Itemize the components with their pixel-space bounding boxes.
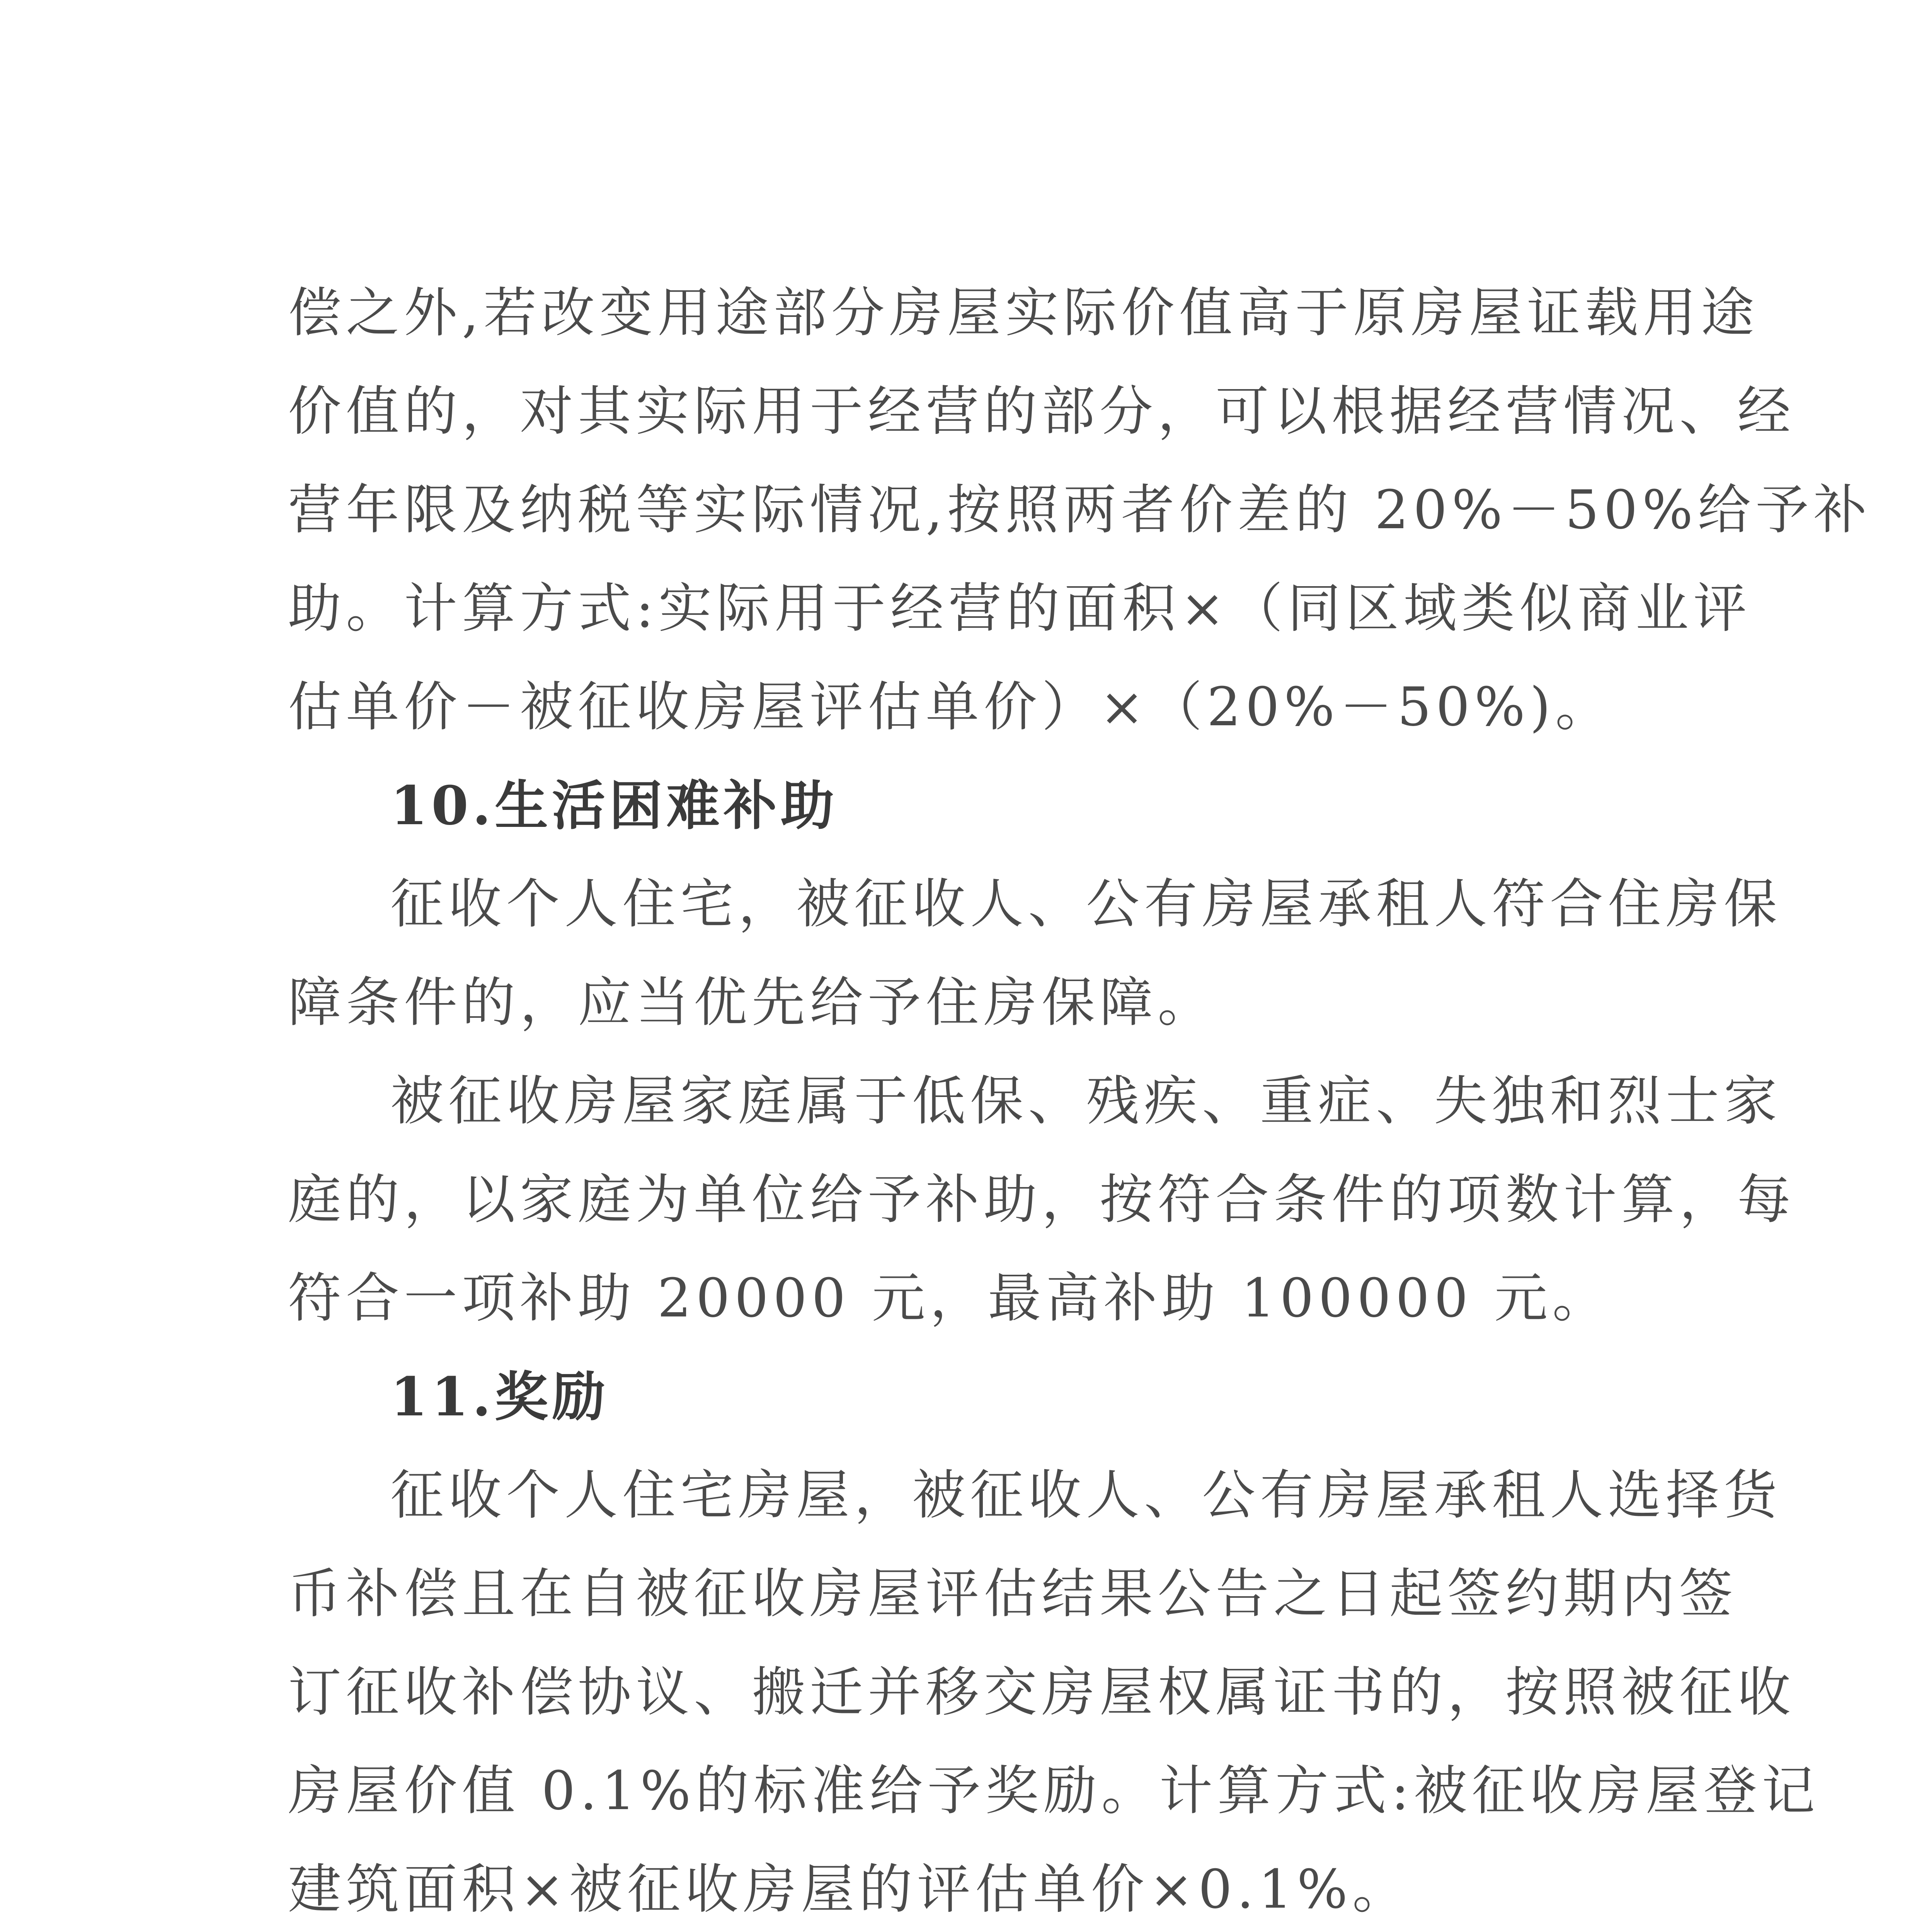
- text-line: 偿之外,若改变用途部分房屋实际价值高于原房屋证载用途: [288, 282, 1759, 344]
- paragraph-first-line: 征收个人住宅，被征收人、公有房屋承租人符合住房保: [390, 873, 1782, 935]
- text-line: 建筑面积×被征收房屋的评估单价×0.1%。: [288, 1858, 1410, 1920]
- paragraph-first-line: 被征收房屋家庭属于低保、残疾、重症、失独和烈士家: [390, 1070, 1782, 1132]
- text-line: 障条件的，应当优先给予住房保障。: [288, 971, 1216, 1034]
- section-heading-11: 11.奖励: [390, 1365, 609, 1428]
- text-line: 币补偿且在自被征收房屋评估结果公告之日起签约期内签: [288, 1563, 1738, 1625]
- paragraph-first-line: 征收个人住宅房屋，被征收人、公有房屋承租人选择货: [390, 1464, 1782, 1526]
- text-line: 符合一项补助 20000 元，最高补助 100000 元。: [288, 1267, 1611, 1329]
- text-line: 助。计算方式:实际用于经营的面积×（同区域类似商业评: [288, 577, 1752, 639]
- text-line: 庭的，以家庭为单位给予补助，按符合条件的项数计算，每: [288, 1168, 1796, 1231]
- text-line: 订征收补偿协议、搬迁并移交房屋权属证书的，按照被征收: [288, 1661, 1796, 1723]
- text-line: 房屋价值 0.1%的标准给予奖励。计算方式:被征收房屋登记: [288, 1760, 1820, 1822]
- section-heading-10: 10.生活困难补助: [390, 774, 838, 837]
- text-line: 价值的，对其实际用于经营的部分，可以根据经营情况、经: [288, 380, 1796, 442]
- text-line: 估单价－被征收房屋评估单价）×（20%－50%)。: [288, 676, 1613, 738]
- text-line: 营年限及纳税等实际情况,按照两者价差的 20%－50%给予补: [288, 479, 1872, 541]
